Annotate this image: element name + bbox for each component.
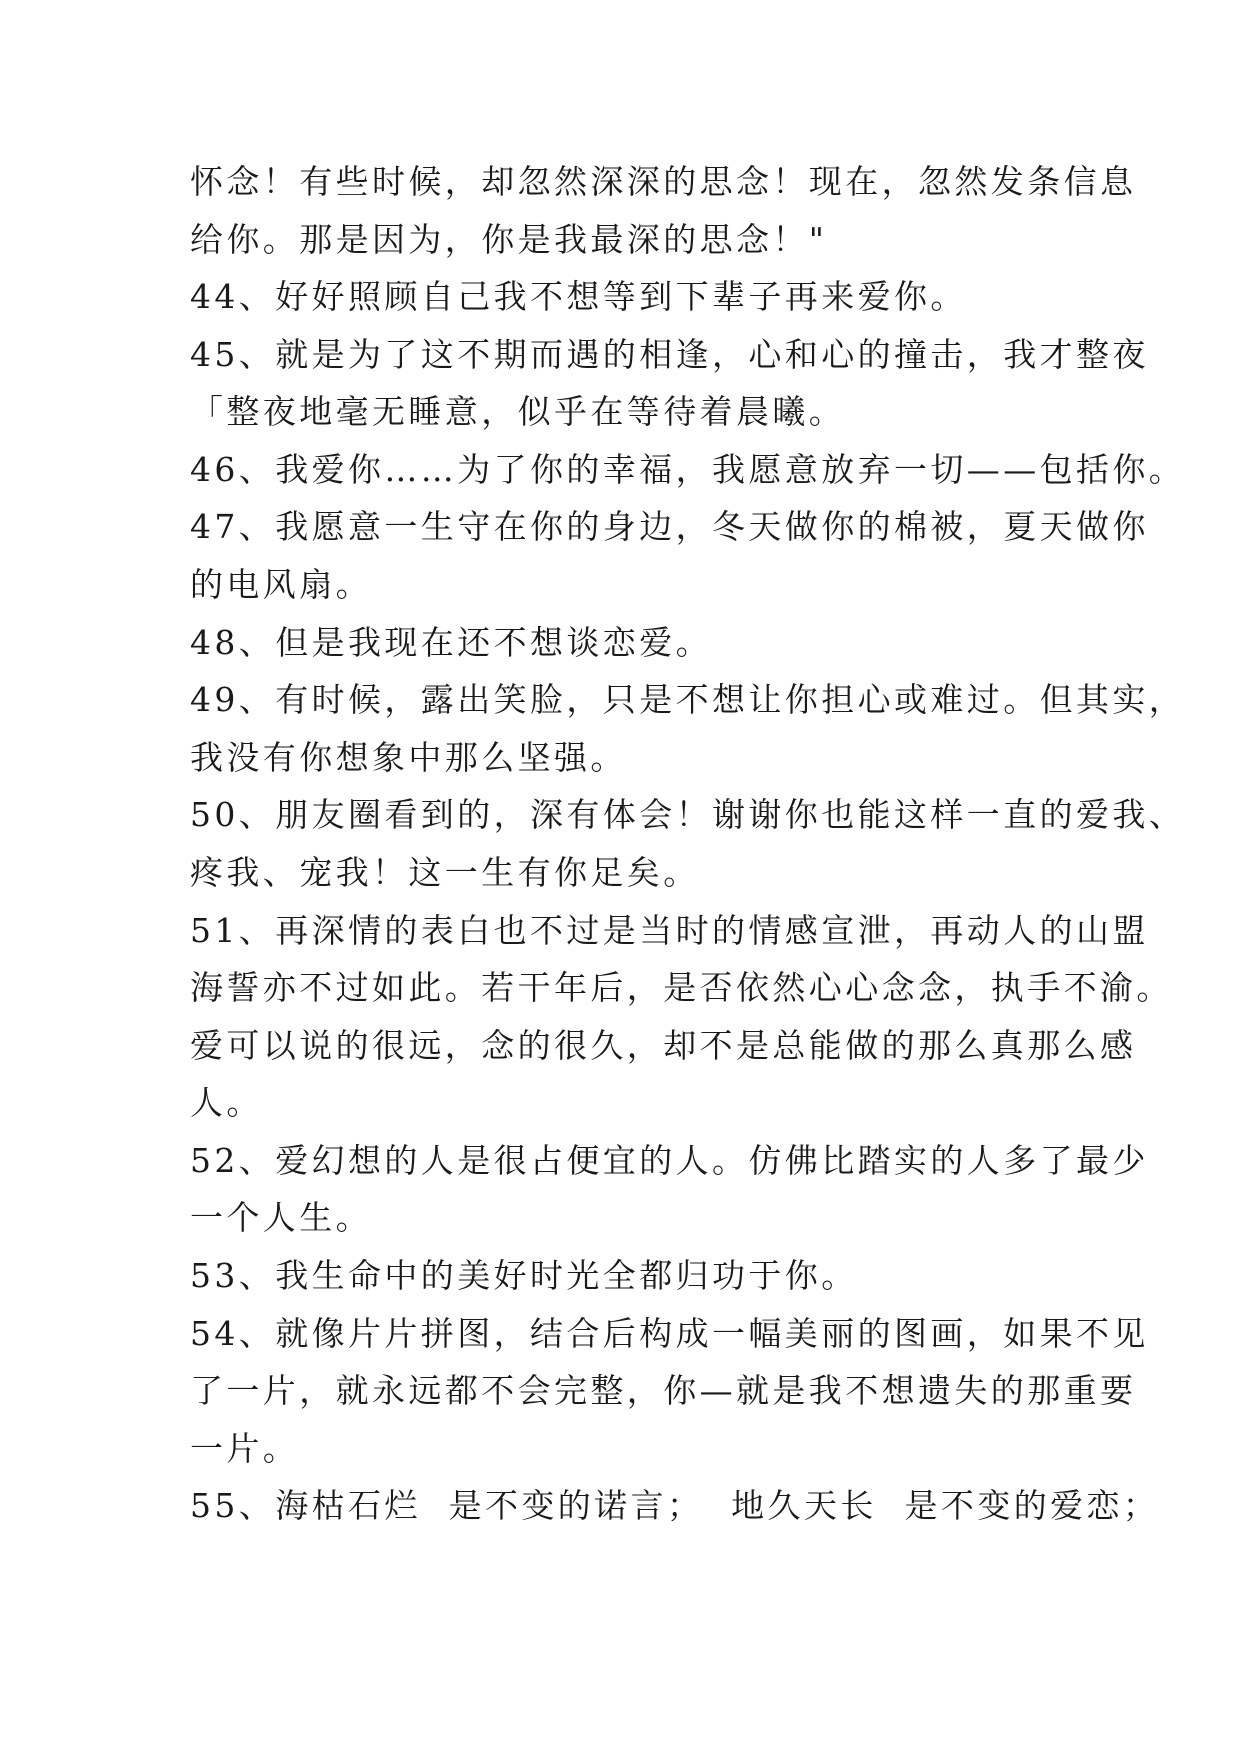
text-line: 我没有你想象中那么坚强。	[190, 738, 627, 777]
text-line: 47、我愿意一生守在你的身边，冬天做你的棉被，夏天做你	[190, 507, 1149, 546]
text-line: 52、爱幻想的人是很占便宜的人。仿佛比踏实的人多了最少	[190, 1141, 1149, 1180]
text-line: 44、好好照顾自己我不想等到下辈子再来爱你。	[190, 277, 967, 316]
text-line: 一个人生。	[190, 1198, 372, 1237]
text-line: 爱可以说的很远，念的很久，却不是总能做的那么真那么感	[190, 1026, 1137, 1065]
text-line: 50、朋友圈看到的，深有体会！谢谢你也能这样一直的爱我、	[190, 795, 1186, 834]
text-line: 怀念！有些时候，却忽然深深的思念！现在，忽然发条信息	[190, 162, 1137, 201]
text-line: 人。	[190, 1083, 263, 1122]
text-line: 海誓亦不过如此。若干年后，是否依然心心念念，执手不渝。	[190, 968, 1173, 1007]
text-line: 了一片，就永远都不会完整，你—就是我不想遗失的那重要	[190, 1371, 1137, 1410]
text-line: 51、再深情的表白也不过是当时的情感宣泄，再动人的山盟	[190, 911, 1149, 950]
text-line: 55、海枯石烂 是不变的诺言； 地久天长 是不变的爱恋；	[190, 1486, 1160, 1525]
text-line: 的电风扇。	[190, 565, 372, 604]
text-line: 54、就像片片拼图，结合后构成一幅美丽的图画，如果不见	[190, 1314, 1149, 1353]
text-line: 48、但是我现在还不想谈恋爱。	[190, 623, 712, 662]
text-line: 49、有时候，露出笑脸，只是不想让你担心或难过。但其实，	[190, 680, 1186, 719]
text-line: 一片。	[190, 1429, 300, 1468]
text-line: 给你。那是因为，你是我最深的思念！"	[190, 220, 828, 259]
text-line: 46、我爱你……为了你的幸福，我愿意放弃一切——包括你。	[190, 450, 1186, 489]
text-line: 53、我生命中的美好时光全都归功于你。	[190, 1256, 858, 1295]
text-line: 疼我、宠我！这一生有你足矣。	[190, 853, 700, 892]
text-line: 「整夜地毫无睡意，似乎在等待着晨曦。	[190, 392, 846, 431]
text-line: 45、就是为了这不期而遇的相逢，心和心的撞击，我才整夜	[190, 335, 1149, 374]
